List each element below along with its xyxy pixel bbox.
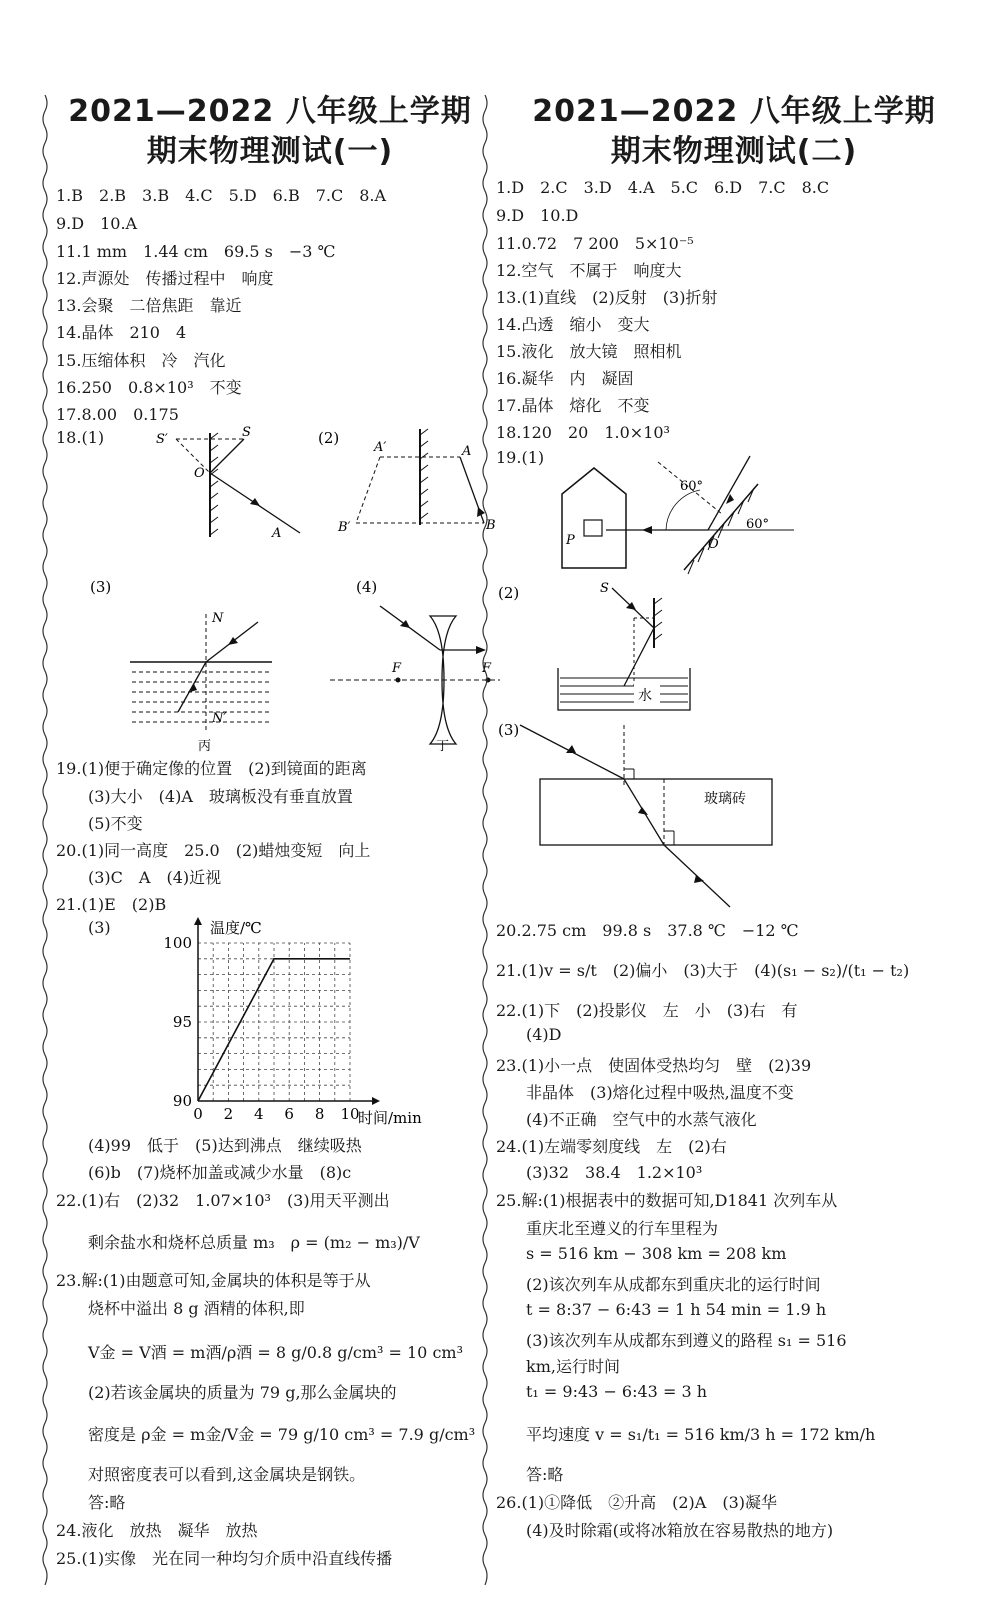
x-tick-label: 0 [193, 1105, 203, 1123]
answer-line: (2)若该金属块的质量为 79 g,那么金属块的 [88, 1383, 397, 1402]
fig-label: 丁 [436, 739, 450, 752]
answer-line: 9.D 10.A [56, 214, 138, 233]
q21-temperature-chart [110, 913, 440, 1128]
fig-label: (4) [356, 578, 378, 596]
x-tick-label: 8 [314, 1105, 325, 1123]
fig-label: F [482, 661, 492, 676]
answer-line: (6)b (7)烧杯加盖或减少水量 (8)c [88, 1163, 352, 1182]
q19-house-figure [548, 448, 808, 578]
fig-label: S [600, 581, 609, 596]
fig-label: O [194, 466, 205, 481]
fig-label: (3) [90, 578, 112, 596]
answer-line: 16.250 0.8×10³ 不变 [56, 378, 242, 397]
answer-line: (3)32 38.4 1.2×10³ [526, 1163, 703, 1182]
answer-line: 剩余盐水和烧杯总质量 m₃ ρ = (m₂ − m₃)/V [88, 1233, 420, 1252]
answer-line: 密度是 ρ金 = m金/V金 = 79 g/10 cm³ = 7.9 g/cm³ [88, 1425, 476, 1444]
answer-line: 20.2.75 cm 99.8 s 37.8 ℃ −12 ℃ [496, 921, 799, 940]
answer-line: 18.120 20 1.0×10³ [496, 423, 670, 442]
answer-line: km,运行时间 [526, 1357, 620, 1376]
x-tick-label: 4 [254, 1105, 264, 1123]
fig-label: (2) [498, 584, 520, 602]
answer-line: 21.(1)v = s/t (2)偏小 (3)大于 (4)(s₁ − s₂)/(t₁ − t₂) [496, 961, 910, 980]
answer-line: (3)大小 (4)A 玻璃板没有垂直放置 [88, 787, 353, 806]
answer-line: 26.(1)①降低 ②升高 (2)A (3)凝华 [496, 1493, 777, 1512]
answer-line: 20.(1)同一高度 25.0 (2)蜡烛变短 向上 [56, 841, 371, 860]
fig-label: O [708, 537, 719, 552]
fig-label: 60° [746, 517, 770, 532]
answer-line: 12.空气 不属于 响度大 [496, 261, 682, 280]
x-tick-label: 10 [340, 1105, 360, 1123]
answer-line: 重庆北至遵义的行车里程为 [526, 1219, 719, 1238]
q18-figures-1-2 [120, 425, 510, 545]
answer-line: 11.0.72 7 200 5×10⁻⁵ [496, 234, 694, 253]
answer-line: 1.D 2.C 3.D 4.A 5.C 6.D 7.C 8.C [496, 178, 830, 197]
left-column [40, 0, 500, 1600]
answer-line: 17.晶体 熔化 不变 [496, 396, 650, 415]
fig-label: 水 [638, 688, 652, 704]
answer-line: (4)D [526, 1025, 562, 1044]
fig-label: F [392, 661, 402, 676]
answer-line: 18.(1) [56, 428, 105, 447]
answer-line: t₁ = 9:43 − 6:43 = 3 h [526, 1382, 708, 1401]
answer-line: 22.(1)右 (2)32 1.07×10³ (3)用天平测出 [56, 1191, 390, 1210]
fig-label: 玻璃砖 [704, 791, 746, 807]
answer-line: 25.解:(1)根据表中的数据可知,D1841 次列车从 [496, 1191, 838, 1210]
answer-line: 13.(1)直线 (2)反射 (3)折射 [496, 288, 718, 307]
fig-label: (3) [498, 721, 520, 739]
right-title-line2: 期末物理测试(二) [610, 134, 858, 169]
left-title-line2: 期末物理测试(一) [146, 134, 394, 169]
answer-line: 12.声源处 传播过程中 响度 [56, 269, 274, 288]
fig-label: N′ [212, 711, 227, 726]
fig-label: B′ [338, 520, 351, 535]
answer-line: 平均速度 v = s₁/t₁ = 516 km/3 h = 172 km/h [526, 1425, 876, 1444]
answer-line: 答:略 [88, 1493, 126, 1512]
answer-line: 16.凝华 内 凝固 [496, 369, 634, 388]
left-border-wavy [40, 95, 50, 1585]
answer-line: 15.压缩体积 冷 汽化 [56, 351, 226, 370]
answer-line: (2)该次列车从成都东到重庆北的运行时间 [526, 1275, 821, 1294]
answer-line: 25.(1)实像 光在同一种均匀介质中沿直线传播 [56, 1549, 393, 1568]
y-axis-arrow [194, 917, 202, 925]
fig-label: A [272, 526, 282, 541]
fig-label: B [486, 518, 496, 533]
y-axis-label: 温度/℃ [210, 919, 262, 937]
answer-line: 22.(1)下 (2)投影仪 左 小 (3)右 有 [496, 1001, 798, 1020]
fig-label: S [242, 425, 251, 440]
fig-label: 60° [680, 479, 704, 494]
answer-line: t = 8:37 − 6:43 = 1 h 54 min = 1.9 h [526, 1300, 827, 1319]
q19-water-figure [494, 578, 694, 718]
y-tick-label: 90 [172, 1092, 192, 1110]
answer-line: 23.(1)小一点 使固体受热均匀 壁 (2)39 [496, 1056, 812, 1075]
answer-line: 14.晶体 210 4 [56, 323, 187, 342]
center-divider-wavy [480, 95, 490, 1585]
answer-line: 对照密度表可以看到,这金属块是钢铁。 [88, 1465, 366, 1484]
x-axis-label: 时间/min [358, 1109, 422, 1127]
answer-line: 17.8.00 0.175 [56, 405, 179, 424]
y-tick-label: 95 [172, 1013, 192, 1031]
right-title-line1: 2021—2022 八年级上学期 [532, 94, 936, 129]
x-tick-label: 2 [223, 1105, 234, 1123]
answer-line: 答:略 [526, 1465, 564, 1484]
answer-line: 15.液化 放大镜 照相机 [496, 342, 682, 361]
fig-label: A [462, 444, 472, 459]
fig-label: S′ [156, 432, 168, 447]
fig-label: P [566, 533, 575, 548]
answer-line: 24.(1)左端零刻度线 左 (2)右 [496, 1137, 727, 1156]
answer-line: (4)及时除霜(或将冰箱放在容易散热的地方) [526, 1521, 834, 1540]
chart-label: (3) [88, 918, 111, 937]
fig-label: N [212, 611, 224, 626]
answer-line: 23.解:(1)由题意可知,金属块的体积是等于从 [56, 1271, 371, 1290]
answer-line: (4)99 低于 (5)达到沸点 继续吸热 [88, 1136, 362, 1155]
answer-line: s = 516 km − 308 km = 208 km [526, 1244, 787, 1263]
answer-line: 24.液化 放热 凝华 放热 [56, 1521, 258, 1540]
answer-line: (3)该次列车从成都东到遵义的路程 s₁ = 516 [526, 1331, 847, 1350]
left-title-line1: 2021—2022 八年级上学期 [68, 94, 472, 129]
fig-label: 丙 [198, 739, 212, 752]
answer-line: 11.1 mm 1.44 cm 69.5 s −3 ℃ [56, 242, 336, 261]
answer-line: 19.(1) [496, 448, 545, 467]
fig-label: (2) [318, 429, 340, 447]
answer-line: 1.B 2.B 3.B 4.C 5.D 6.B 7.C 8.A [56, 186, 387, 205]
q18-figures-3-4 [80, 572, 500, 752]
answer-line: (4)不正确 空气中的水蒸气液化 [526, 1110, 757, 1129]
answer-line: V金 = V酒 = m酒/ρ酒 = 8 g/0.8 g/cm³ = 10 cm³ [88, 1343, 463, 1362]
x-axis-arrow [372, 1097, 380, 1105]
answer-line: 19.(1)便于确定像的位置 (2)到镜面的距离 [56, 759, 367, 778]
answer-line: 烧杯中溢出 8 g 酒精的体积,即 [88, 1299, 305, 1318]
y-tick-label: 100 [163, 934, 192, 952]
answer-line: 14.凸透 缩小 变大 [496, 315, 650, 334]
right-column [496, 0, 968, 1600]
answer-line: 13.会聚 二倍焦距 靠近 [56, 296, 242, 315]
answer-line: (3)C A (4)近视 [88, 868, 222, 887]
answer-line: 非晶体 (3)熔化过程中吸热,温度不变 [526, 1083, 794, 1102]
q19-glass-figure [494, 715, 774, 915]
answer-line: (5)不变 [88, 814, 143, 833]
fig-label: A′ [374, 440, 387, 455]
answer-line: 21.(1)E (2)B [56, 895, 167, 914]
answer-line: 9.D 10.D [496, 206, 579, 225]
x-tick-label: 6 [284, 1105, 294, 1123]
